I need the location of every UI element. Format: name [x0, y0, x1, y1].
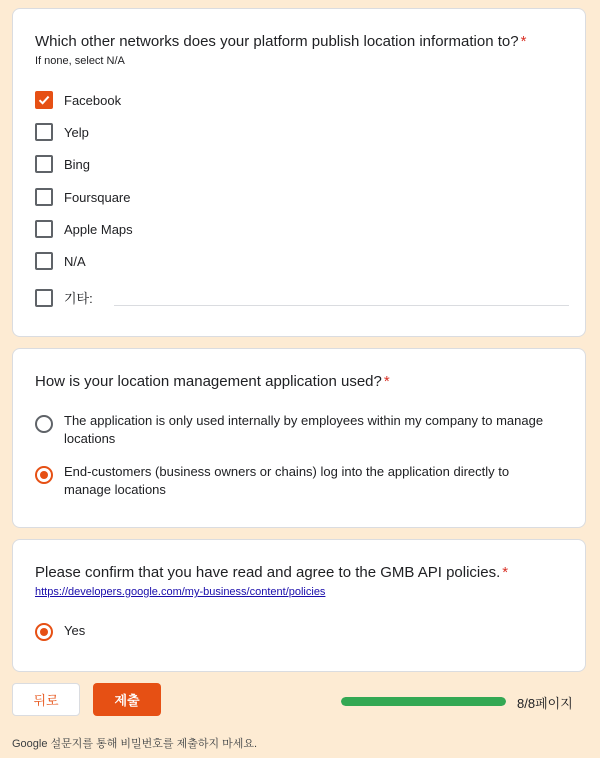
checkbox-icon: [35, 252, 53, 270]
radio-option-end-customers[interactable]: [35, 463, 555, 499]
submit-button[interactable]: 제출: [93, 683, 161, 716]
checkbox-option-bing[interactable]: [35, 155, 90, 173]
checkbox-icon: [35, 289, 53, 307]
option-label: Apple Maps: [64, 221, 133, 237]
checkbox-option-na[interactable]: [35, 252, 86, 270]
question-title: How is your location management application used? *: [35, 373, 390, 390]
radio-icon: [35, 415, 53, 433]
radio-selected-icon: [35, 466, 53, 484]
question-subtitle: If none, select N/A: [35, 55, 125, 67]
question-card-networks: [12, 8, 586, 337]
option-label: Yelp: [64, 124, 89, 140]
password-warning-note: Google 설문지를 통해 비밀번호를 제출하지 마세요.: [12, 738, 258, 750]
progress-fill: [341, 697, 506, 706]
option-label: N/A: [64, 253, 86, 269]
option-label: End-customers (business owners or chains) log into the application directly to manage locations: [64, 464, 510, 497]
other-text-input[interactable]: [114, 305, 569, 306]
checkbox-option-apple-maps[interactable]: [35, 220, 133, 238]
option-label: Foursquare: [64, 189, 131, 205]
question-title: Which other networks does your platform publish location information to? *: [35, 33, 527, 50]
checkbox-option-yelp[interactable]: [35, 123, 89, 141]
radio-option-yes[interactable]: [35, 621, 85, 641]
radio-option-internal[interactable]: [35, 412, 555, 448]
checkbox-option-other[interactable]: [35, 288, 93, 307]
question-title: Please confirm that you have read and agree to the GMB API policies. *: [35, 564, 509, 581]
checkbox-option-facebook[interactable]: [35, 91, 121, 109]
checkbox-icon: [35, 188, 53, 206]
option-label: 기타:: [64, 291, 93, 306]
checkbox-checked-icon: [35, 91, 53, 109]
progress-bar: [341, 697, 506, 706]
question-card-usage: [12, 348, 586, 528]
checkbox-option-foursquare[interactable]: [35, 188, 130, 206]
page-count: 8/8페이지: [517, 696, 573, 711]
required-mark: *: [502, 564, 509, 581]
checkbox-icon: [35, 220, 53, 238]
option-label: Yes: [64, 623, 86, 638]
option-label: Facebook: [64, 92, 122, 108]
radio-selected-icon: [35, 623, 53, 641]
required-mark: *: [383, 373, 390, 390]
checkbox-icon: [35, 123, 53, 141]
policies-link[interactable]: https://developers.google.com/my-business/content/policies: [35, 586, 326, 598]
option-label: The application is only used internally by employees within my company to manage locations: [64, 413, 544, 446]
required-mark: *: [520, 33, 527, 50]
checkbox-icon: [35, 155, 53, 173]
option-label: Bing: [64, 156, 91, 172]
question-card-policies: [12, 539, 586, 672]
back-button[interactable]: 뒤로: [12, 683, 80, 716]
